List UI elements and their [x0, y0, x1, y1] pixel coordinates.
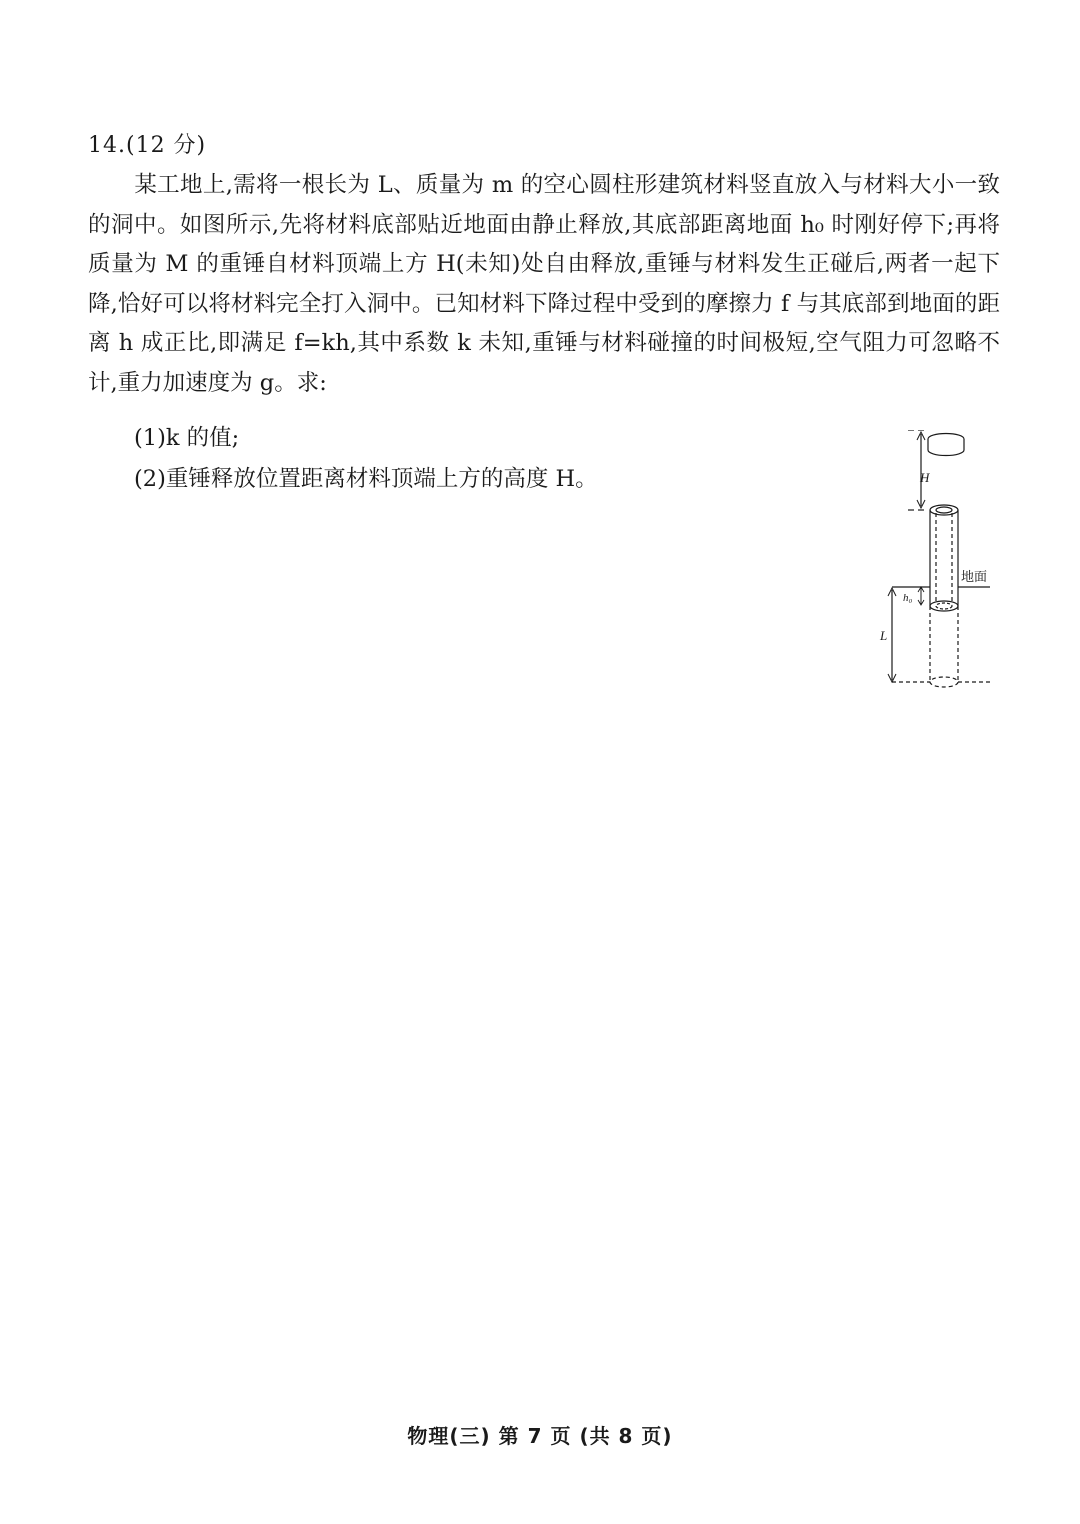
h0-dimension: [918, 587, 924, 605]
sub-question-2: (2)重锤释放位置距离材料顶端上方的高度 H。: [134, 466, 598, 492]
label-h: H: [920, 470, 930, 485]
label-l: L: [880, 628, 888, 643]
hole-outline: [892, 606, 990, 687]
label-h0: h₀: [903, 592, 913, 604]
page-footer: 物理(三) 第 7 页 (共 8 页): [407, 1424, 673, 1448]
question-text: 某工地上,需将一根长为 L、质量为 m 的空心圆柱形建筑材料竖直放入与材料大小一致的洞中。如图所示,先将材料底部贴近地面由静止释放,其底部距离地面 h₀ 时刚好停下;再将质量为 M 的重锤自材料顶端上方 H(未知)处自由释放,重锤与材料发生正碰后,两者一起下降,恰好可以将材料完全打入洞中。已知材料下降过程中受到的摩擦力 f 与其底部到地面的距离 h 成正比,即满足 f=kh,其中系数 k 未知,重锤与材料碰撞的时间极短,空气阻力可忽略不计,重力加速度为 g。求:: [88, 172, 1000, 396]
label-ground: 地面: [961, 570, 988, 585]
l-dimension: [888, 588, 896, 682]
sub-question-1: (1)k 的值;: [134, 425, 240, 451]
question-body: [88, 166, 1000, 403]
hollow-pipe: [930, 505, 958, 611]
pile-driving-diagram: [870, 430, 1000, 700]
question-number: 14.(12 分): [88, 133, 207, 158]
hammer-disk: [928, 434, 964, 456]
